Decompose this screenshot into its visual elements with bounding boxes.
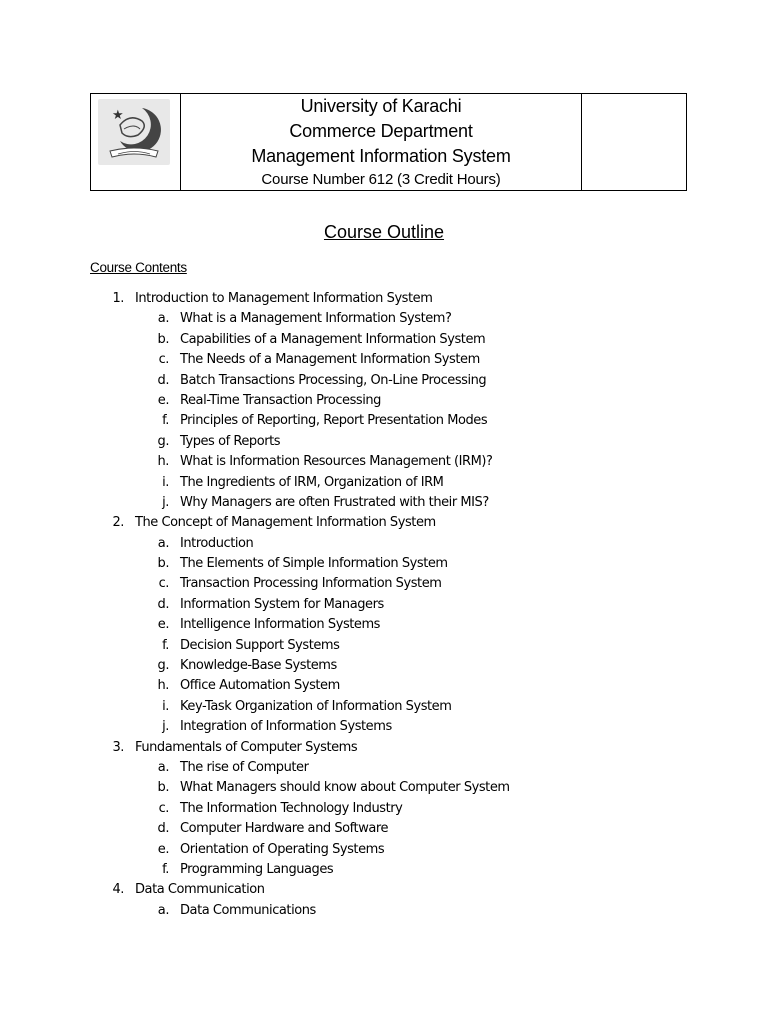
item-letter: f. — [162, 861, 169, 877]
list-item — [0, 330, 768, 350]
list-item — [0, 840, 768, 860]
item-text: Orientation of Operating Systems — [180, 841, 385, 857]
item-text: Decision Support Systems — [180, 637, 340, 653]
page-title: Course Outline — [323, 222, 445, 242]
item-letter: b. — [157, 331, 169, 347]
section-title: Fundamentals of Computer Systems — [135, 739, 358, 755]
section-number: 3. — [112, 739, 124, 755]
list-item — [0, 819, 768, 839]
list-item — [0, 656, 768, 676]
course-title: Management Information System — [251, 146, 511, 166]
list-item — [0, 615, 768, 635]
item-text: Types of Reports — [180, 433, 281, 449]
list-item — [0, 452, 768, 472]
list-item — [0, 493, 768, 513]
item-letter: d. — [157, 372, 169, 388]
item-text: Knowledge-Base Systems — [180, 658, 337, 674]
course-number: Course Number 612 (3 Credit Hours) — [261, 171, 501, 188]
item-letter: j. — [162, 719, 169, 735]
list-item — [0, 636, 768, 656]
svg-text:★: ★ — [112, 108, 124, 123]
list-item — [0, 350, 768, 370]
item-letter: f. — [162, 637, 169, 653]
item-text: The Ingredients of IRM, Organization of IRM — [180, 474, 444, 490]
list-item — [0, 697, 768, 717]
item-letter: e. — [157, 841, 169, 857]
item-text: Intelligence Information Systems — [180, 617, 381, 633]
item-letter: c. — [158, 352, 169, 368]
item-letter: a. — [157, 311, 169, 327]
list-item — [0, 717, 768, 737]
item-text: Capabilities of a Management Information System — [180, 331, 486, 347]
university-name: University of Karachi — [300, 96, 462, 116]
item-letter: d. — [157, 596, 169, 612]
section-heading — [0, 880, 768, 900]
item-text: Key-Task Organization of Information System — [180, 698, 452, 714]
item-letter: e. — [157, 392, 169, 408]
list-item — [0, 554, 768, 574]
list-item — [0, 676, 768, 696]
list-item — [0, 860, 768, 880]
item-letter: c. — [158, 576, 169, 592]
item-letter: a. — [157, 759, 169, 775]
item-text: What Managers should know about Computer System — [180, 780, 510, 796]
blank-cell — [582, 94, 687, 191]
section-title: Introduction to Management Information System — [135, 291, 433, 306]
item-text: What is Information Resources Management (IRM)? — [180, 454, 493, 470]
item-text: Computer Hardware and Software — [180, 821, 389, 837]
item-text: Why Managers are often Frustrated with their MIS? — [180, 494, 489, 510]
item-text: Integration of Information Systems — [180, 719, 392, 735]
item-text: What is a Management Information System? — [180, 311, 452, 327]
item-letter: f. — [162, 413, 169, 429]
item-text: Programming Languages — [180, 861, 334, 877]
item-letter: a. — [157, 902, 169, 918]
course-outline-list — [0, 289, 768, 921]
item-text: The Needs of a Management Information System — [180, 352, 480, 368]
item-letter: c. — [158, 800, 169, 816]
item-text: Information System for Managers — [180, 596, 384, 612]
section-title: Data Communication — [135, 882, 265, 898]
section-heading — [0, 513, 768, 533]
item-letter: a. — [157, 535, 169, 551]
item-text: Principles of Reporting, Report Presentation Modes — [180, 413, 488, 429]
item-letter: b. — [157, 556, 169, 572]
item-letter: b. — [157, 780, 169, 796]
item-letter: g. — [157, 433, 169, 449]
item-letter: j. — [162, 494, 169, 510]
list-item — [0, 778, 768, 798]
section-title: The Concept of Management Information System — [135, 515, 436, 531]
list-item — [0, 391, 768, 411]
item-text: Transaction Processing Information System — [180, 576, 442, 592]
item-text: Office Automation System — [180, 678, 340, 694]
list-item — [0, 473, 768, 493]
course-contents-heading: Course Contents — [90, 260, 187, 275]
item-letter: d. — [157, 821, 169, 837]
list-item — [0, 432, 768, 452]
list-item — [0, 758, 768, 778]
list-item — [0, 534, 768, 554]
title-cell — [181, 94, 582, 191]
item-text: The Information Technology Industry — [180, 800, 403, 816]
item-text: Batch Transactions Processing, On-Line Processing — [180, 372, 487, 388]
list-item — [0, 411, 768, 431]
list-item — [0, 799, 768, 819]
section-number: 4. — [112, 882, 124, 898]
item-letter: g. — [157, 658, 169, 674]
list-item — [0, 595, 768, 615]
item-letter: i. — [162, 698, 169, 714]
department-name: Commerce Department — [289, 121, 473, 141]
item-text: The Elements of Simple Information System — [180, 556, 448, 572]
item-text: Data Communications — [180, 902, 316, 918]
section-number: 1. — [112, 291, 124, 306]
list-item — [0, 574, 768, 594]
item-letter: i. — [162, 474, 169, 490]
course-header-table — [90, 93, 687, 191]
list-item — [0, 371, 768, 391]
list-item — [0, 901, 768, 921]
item-text: Introduction — [180, 535, 254, 551]
item-letter: h. — [157, 678, 169, 694]
university-logo-icon — [98, 99, 170, 165]
list-item — [0, 309, 768, 329]
item-letter: e. — [157, 617, 169, 633]
item-letter: h. — [157, 454, 169, 470]
item-text: The rise of Computer — [180, 759, 309, 775]
section-number: 2. — [112, 515, 124, 531]
logo-cell — [91, 94, 181, 191]
item-text: Real-Time Transaction Processing — [180, 392, 381, 408]
section-heading — [0, 738, 768, 758]
section-heading — [0, 289, 768, 309]
